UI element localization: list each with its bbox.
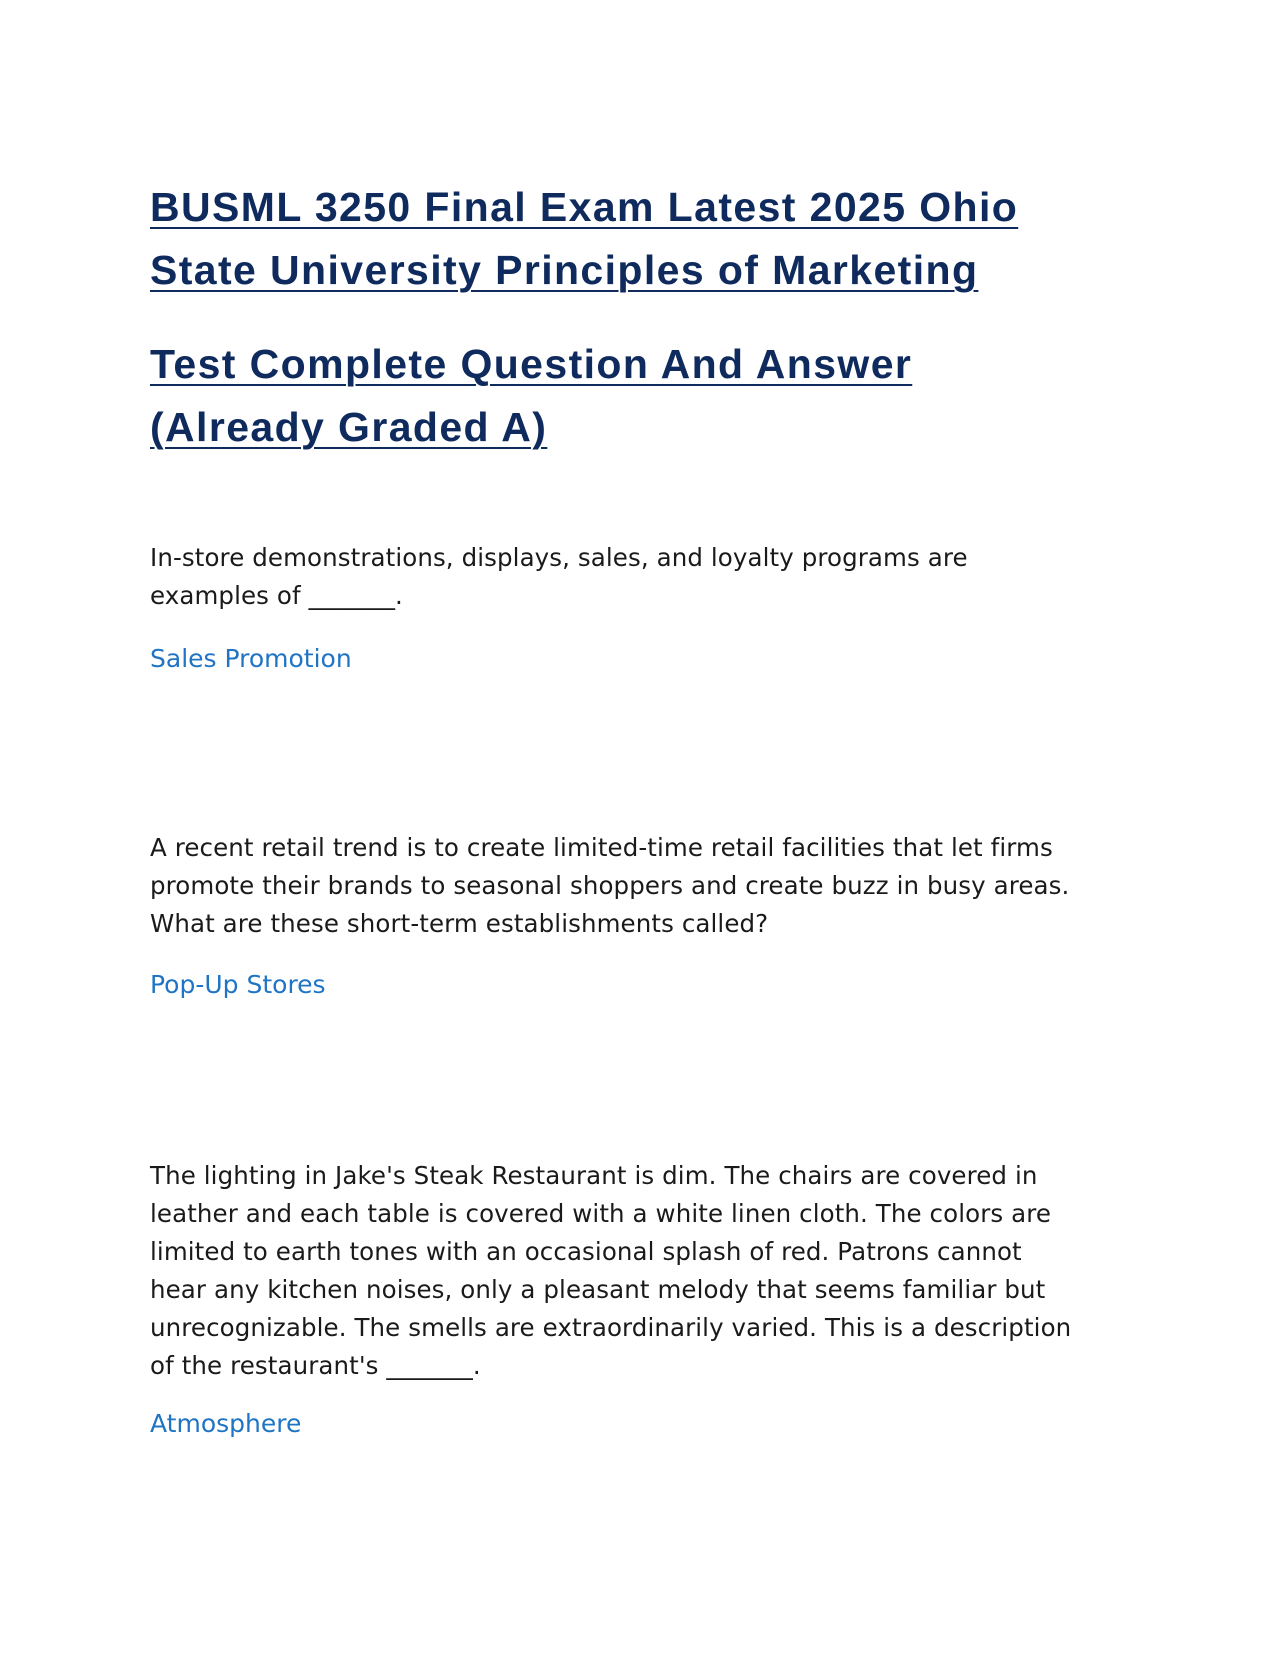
subtitle-line: Test Complete Question And Answer [150, 341, 913, 387]
question-3 [150, 1157, 1140, 1385]
document-title [150, 176, 1150, 302]
question-2 [150, 829, 1140, 943]
question-line: promote their brands to seasonal shoppers and create buzz in busy areas. [150, 871, 1070, 900]
question-1 [150, 539, 1140, 615]
document-subtitle [150, 333, 1150, 459]
answer-1: Sales Promotion [150, 644, 352, 673]
title-line: State University Principles of Marketing [150, 247, 979, 293]
question-line: of the restaurant's _______. [150, 1351, 481, 1380]
question-line: hear any kitchen noises, only a pleasant melody that seems familiar but [150, 1275, 1046, 1304]
answer-3: Atmosphere [150, 1409, 302, 1438]
answer-2: Pop-Up Stores [150, 970, 326, 999]
question-line: A recent retail trend is to create limited-time retail facilities that let firms [150, 833, 1053, 862]
question-line: The lighting in Jake's Steak Restaurant is dim. The chairs are covered in [150, 1161, 1038, 1190]
title-line: BUSML 3250 Final Exam Latest 2025 Ohio [150, 184, 1019, 230]
question-line: unrecognizable. The smells are extraordinarily varied. This is a description [150, 1313, 1072, 1342]
question-line: limited to earth tones with an occasional splash of red. Patrons cannot [150, 1237, 1022, 1266]
subtitle-line: (Already Graded A) [150, 404, 548, 450]
question-line: What are these short-term establishments called? [150, 909, 769, 938]
question-line: In-store demonstrations, displays, sales, and loyalty programs are [150, 543, 968, 572]
question-line: examples of _______. [150, 581, 403, 610]
question-line: leather and each table is covered with a white linen cloth. The colors are [150, 1199, 1052, 1228]
